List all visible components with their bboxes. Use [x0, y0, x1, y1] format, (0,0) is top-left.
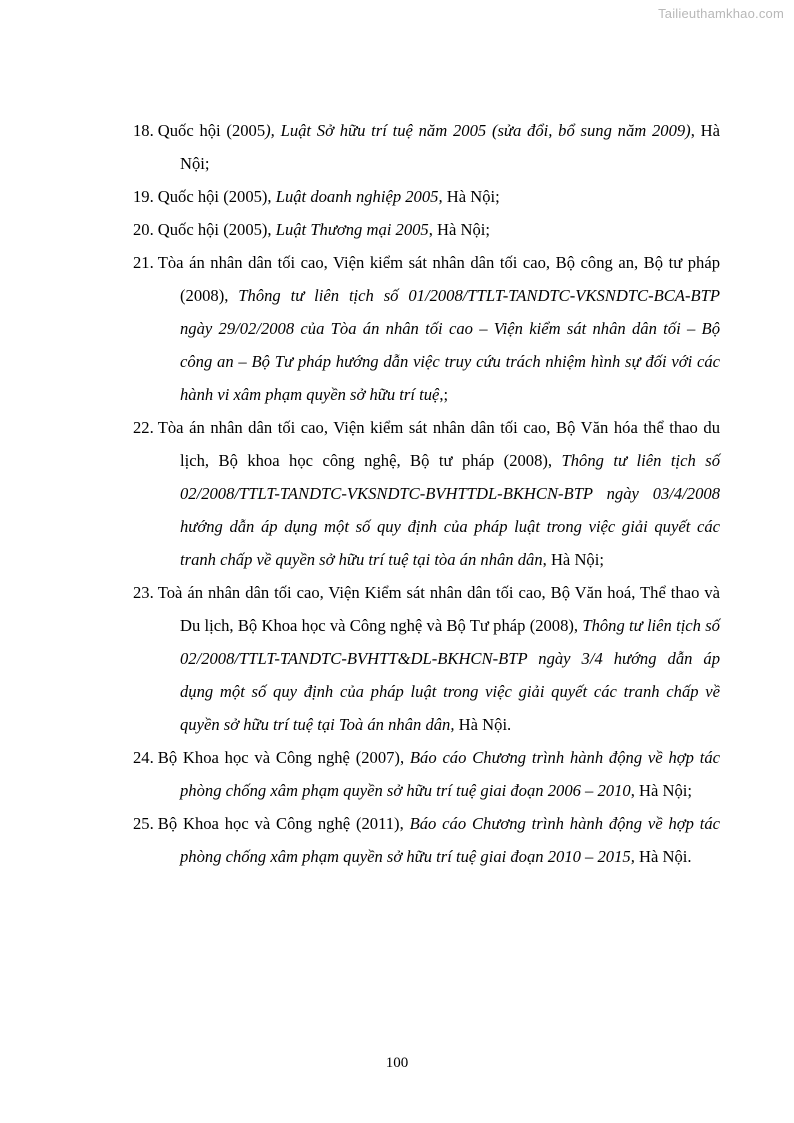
reference-item — [133, 180, 720, 213]
reference-title: ), Luật Sở hữu trí tuệ năm 2005 (sửa đổi, bổ sung năm 2009) — [265, 121, 691, 140]
reference-text: , Hà Nội; — [542, 550, 604, 569]
reference-number: 20. — [133, 220, 154, 239]
reference-number: 25. — [133, 814, 154, 833]
reference-title: Thông tư liên tịch số 02/2008/TTLT-TANDTC-VKSNDTC-BVHTTDL-BKHCN-BTP ngày 03/4/2008 hướng dẫn áp dụng một số quy định của pháp luật trong việc giải quyết các tranh chấp về quyền sở hữu trí tuệ tại tòa án nhân dân — [180, 451, 720, 569]
reference-title: Thông tư liên tịch số 02/2008/TTLT-TANDTC-BVHTT&DL-BKHCN-BTP ngày 3/4 hướng dẫn áp dụng một số quy định của pháp luật trong việc giải quyết các tranh chấp về quyền sở hữu trí tuệ tại Toà án nhân dân, — [180, 616, 720, 734]
reference-text: Bộ Khoa học và Công nghệ (2011), — [157, 814, 410, 833]
reference-item — [133, 576, 720, 741]
reference-item — [133, 114, 720, 180]
reference-item — [133, 246, 720, 411]
page-number: 100 — [385, 1055, 409, 1071]
reference-item — [133, 213, 720, 246]
reference-title: Báo cáo Chương trình hành động về hợp tác phòng chống xâm phạm quyền sở hữu trí tuệ giai đoạn 2006 – 2010 — [180, 748, 720, 800]
reference-text: Quốc hội (2005 — [157, 121, 266, 140]
reference-text: Quốc hội (2005), — [157, 187, 276, 206]
reference-number: 23. — [133, 583, 154, 602]
reference-text: Toà án nhân dân tối cao, Viện Kiểm sát nhân dân tối cao, Bộ Văn hoá, Thể thao và Du lịch, Bộ Khoa học và Công nghệ và Bộ Tư pháp (2008), — [157, 583, 720, 635]
reference-text: Bộ Khoa học và Công nghệ (2007), — [157, 748, 410, 767]
reference-number: 18. — [133, 121, 154, 140]
reference-number: 21. — [133, 253, 154, 272]
reference-text: Tòa án nhân dân tối cao, Viện kiểm sát nhân dân tối cao, Bộ Văn hóa thể thao du lịch, Bộ khoa học công nghệ, Bộ tư pháp (2008), — [157, 418, 720, 470]
reference-text: Hà Nội. — [454, 715, 512, 734]
reference-text: Hà Nội; — [442, 187, 500, 206]
reference-text: ,; — [439, 385, 449, 404]
reference-text: , Hà Nội; — [630, 781, 692, 800]
reference-text: Hà Nội. — [634, 847, 692, 866]
reference-number: 19. — [133, 187, 154, 206]
reference-title: Luật Thương mại 2005 — [275, 220, 429, 239]
reference-number: 24. — [133, 748, 154, 767]
watermark: Tailieuthamkhao.com — [658, 6, 784, 21]
reference-item — [133, 807, 720, 873]
reference-title: Luật doanh nghiệp 2005, — [275, 187, 443, 206]
reference-item — [133, 411, 720, 576]
reference-list — [133, 114, 720, 873]
reference-title: Thông tư liên tịch số 01/2008/TTLT-TANDTC-VKSNDTC-BCA-BTP ngày 29/02/2008 của Tòa án nhân tối cao – Viện kiểm sát nhân dân tối – Bộ công an – Bộ Tư pháp hướng dẫn việc truy cứu trách nhiệm hình sự đối với các hành vi xâm phạm quyền sở hữu trí tuệ — [180, 286, 720, 404]
reference-item — [133, 741, 720, 807]
reference-number: 22. — [133, 418, 154, 437]
reference-text: , Hà Nội; — [180, 121, 720, 173]
reference-text: , Hà Nội; — [428, 220, 491, 239]
reference-text: Tòa án nhân dân tối cao, Viện kiểm sát nhân dân tối cao, Bộ công an, Bộ tư pháp (2008), — [157, 253, 720, 305]
reference-title: Báo cáo Chương trình hành động về hợp tác phòng chống xâm phạm quyền sở hữu trí tuệ giai đoạn 2010 – 2015, — [180, 814, 721, 866]
reference-text: Quốc hội (2005), — [157, 220, 276, 239]
